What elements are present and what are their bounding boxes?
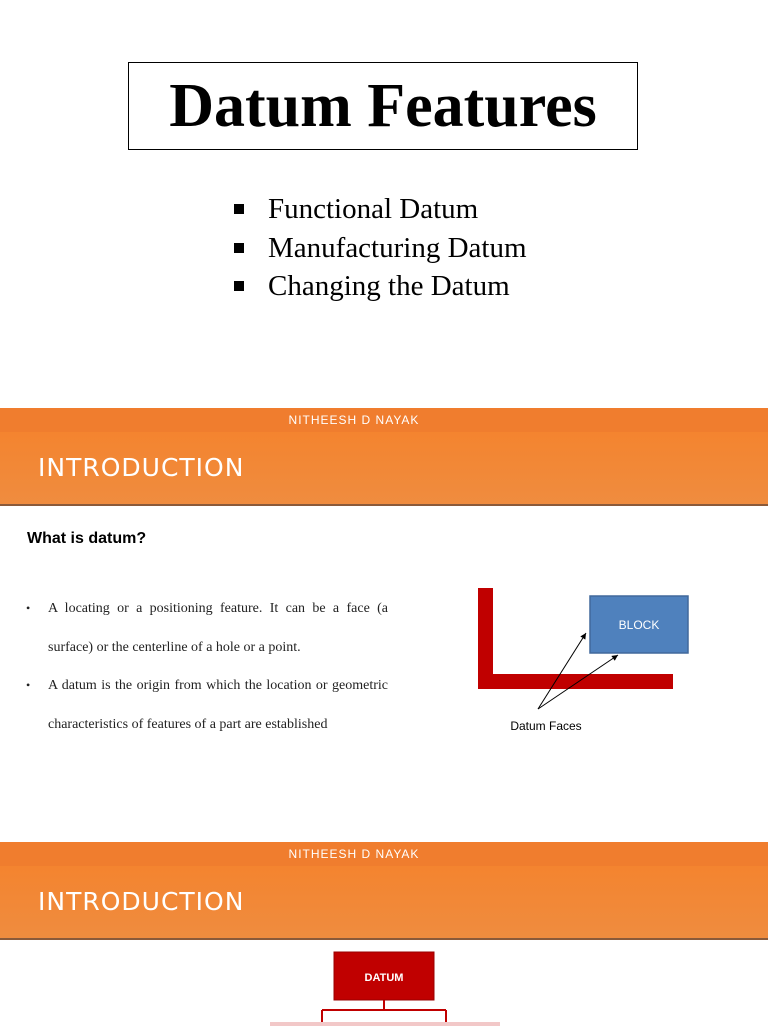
author-name: NITHEESH D NAYAK: [288, 413, 420, 427]
paragraph-text: A locating or a positioning feature. It can be a face (a surface) or the centerline of a hole or a point.: [48, 601, 388, 655]
definition-paragraph: [26, 667, 388, 744]
slide-title: [0, 0, 768, 408]
question-heading: What is datum?: [27, 530, 147, 547]
square-bullet-icon: [234, 281, 244, 291]
title-frame: [128, 62, 638, 150]
author-bar: [0, 842, 768, 866]
definition-text: [26, 590, 388, 744]
title-band: [0, 432, 768, 506]
slide-title-heading: Datum Features: [169, 71, 597, 140]
datum-bracket-vertical: [478, 588, 493, 689]
child-nodes-partial: [270, 1022, 500, 1026]
title-band: [0, 866, 768, 940]
datum-faces-label: Datum Faces: [510, 719, 582, 733]
datum-bracket-horizontal: [478, 674, 673, 689]
topic-label: Functional Datum: [268, 193, 479, 225]
definition-paragraph: [26, 590, 388, 667]
datum-faces-diagram: [470, 583, 710, 743]
datum-hierarchy-diagram: [260, 950, 510, 1026]
bullet-dot-icon: •: [26, 601, 31, 615]
square-bullet-icon: [234, 204, 244, 214]
slide-introduction: [0, 408, 768, 842]
topic-item: [232, 229, 527, 268]
block-label: BLOCK: [618, 618, 660, 632]
author-bar: [0, 408, 768, 432]
datum-root-label: DATUM: [364, 972, 404, 984]
paragraph-text: A datum is the origin from which the location or geometric characteristics of features of a part are established: [48, 678, 388, 732]
arrow-to-face-icon: [538, 633, 586, 709]
bullet-dot-icon: •: [26, 678, 31, 692]
topic-label: Manufacturing Datum: [268, 231, 527, 264]
topic-item: [232, 190, 527, 229]
topic-label: Changing the Datum: [268, 270, 510, 302]
slide-introduction-2: [0, 842, 768, 1024]
topic-list: [232, 190, 527, 306]
section-title: INTRODUCTION: [38, 453, 245, 482]
square-bullet-icon: [234, 243, 244, 253]
section-title: INTRODUCTION: [38, 887, 245, 916]
topic-item: [232, 267, 527, 306]
author-name: NITHEESH D NAYAK: [288, 847, 420, 861]
